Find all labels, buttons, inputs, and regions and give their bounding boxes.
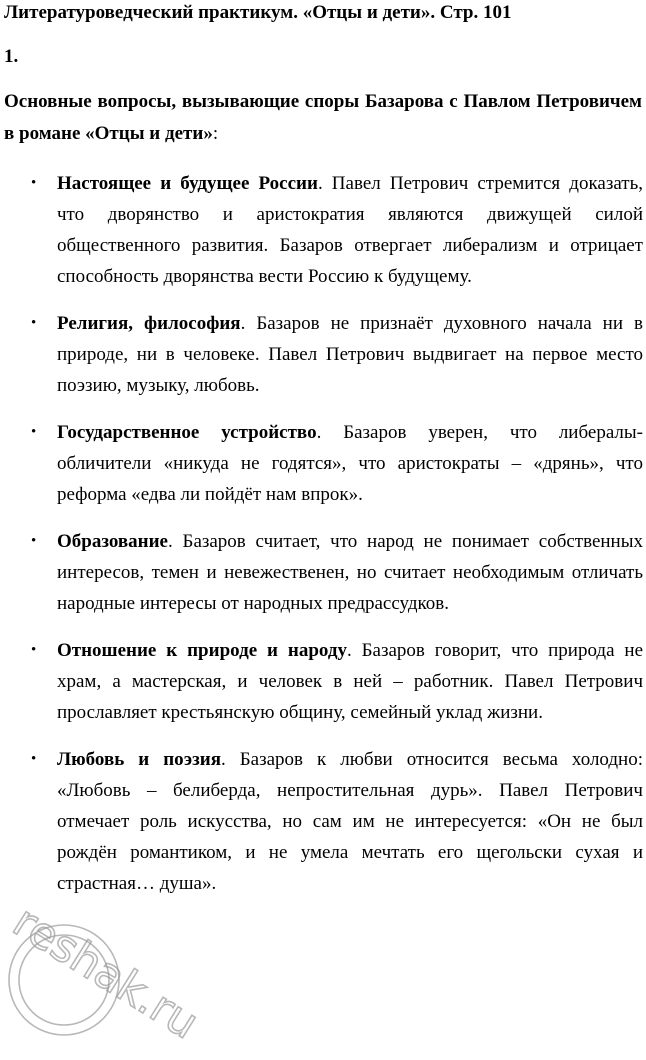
item-heading: Религия, философия (57, 313, 241, 334)
bullet-icon: • (31, 533, 37, 549)
item-heading: Отношение к природе и народу (57, 640, 347, 661)
watermark-text: reshak.ru (4, 896, 208, 1050)
page-title: Литературоведческий практикум. «Отцы и дети». Стр. 101 (4, 2, 512, 23)
item-text: . Базаров уверен, что либералы-обличители «никуда не годятся», что аристократы – «дрянь», что реформа «едва ли пойдёт нам впрок». (57, 422, 643, 505)
bullet-icon: • (31, 642, 37, 658)
intro-bold: Основные вопросы, вызывающие споры Базарова с Павлом Петровичем в романе «Отцы и дети» (4, 91, 642, 144)
item-heading: Любовь и поэзия (57, 749, 221, 770)
list-item (0, 417, 646, 510)
item-text: . Базаров говорит, что природа не храм, а мастерская, и человек в ней – работник. Павел Петрович прославляет крестьянскую общину, семейный уклад жизни. (57, 640, 643, 723)
list-item (0, 744, 646, 899)
task-number: 1. (4, 46, 19, 67)
intro-paragraph (4, 86, 642, 150)
list-item (0, 526, 646, 619)
item-text: . Базаров считает, что народ не понимает собственных интересов, темен и невежественен, но считает необходимым отличать народные интересы от народных предрассудков. (57, 531, 643, 614)
item-heading: Настоящее и будущее России (57, 173, 318, 194)
item-text: . Базаров к любви относится весьма холодно: «Любовь – белиберда, непростительная дурь». Павел Петрович отмечает роль искусства, но сам им не интересуется: «Он не был рождён романтиком, и не умела мечтать его щегольски сухая и страстная… душа». (57, 749, 644, 894)
argument-list (0, 168, 646, 915)
list-item (0, 168, 646, 292)
item-text: . Павел Петрович стремится доказать, что дворянство и аристократия являются движущей силой общественного развития. Базаров отвергает либерализм и отрицает способность дворянства вести Россию к будущему. (57, 173, 644, 287)
item-heading: Образование (57, 531, 168, 552)
bullet-icon: • (31, 175, 37, 191)
intro-rest: : (212, 123, 219, 144)
list-item (0, 308, 646, 401)
bullet-icon: • (31, 424, 37, 440)
watermark-rings (9, 925, 119, 1035)
item-text: . Базаров не признаёт духовного начала ни в природе, ни в человеке. Павел Петрович выдвигает на первое место поэзию, музыку, любовь. (57, 313, 643, 396)
list-item (0, 635, 646, 728)
item-heading: Государственное устройство (57, 422, 317, 443)
bullet-icon: • (31, 751, 37, 767)
bullet-icon: • (31, 315, 37, 331)
